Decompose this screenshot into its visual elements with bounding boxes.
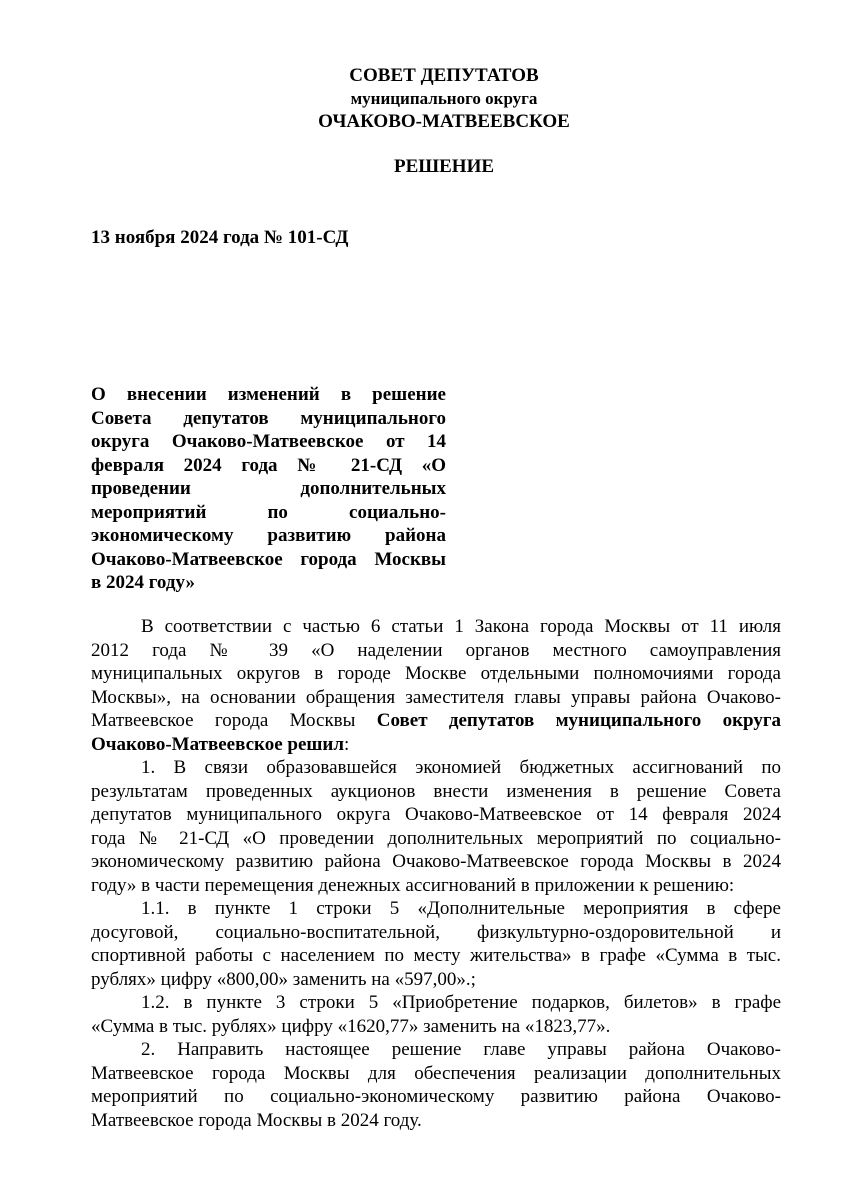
- subject-line: округа Очаково-Матвеевское от 14: [91, 431, 446, 452]
- org-name: ОЧАКОВО-МАТВЕЕВСКОЕ: [318, 111, 570, 132]
- org-subtitle: муниципального округа: [350, 89, 538, 108]
- body-line: 2012 года № 39 «О наделении органов местного самоуправления: [91, 639, 781, 661]
- subject-line: Совета депутатов муниципального: [91, 407, 446, 429]
- item-1-line: году» в части перемещения денежных ассигнований в приложении к решению:: [91, 874, 735, 896]
- subject-line: проведении дополнительных: [91, 478, 446, 499]
- body-line: [91, 709, 781, 733]
- item-1-line: результатам проведенных аукционов внести изменения в решение Совета: [91, 780, 781, 802]
- resolution-phrase: Совет депутатов муниципального округа: [376, 710, 781, 731]
- org-title: СОВЕТ ДЕПУТАТОВ: [349, 65, 539, 86]
- item-2-line: мероприятий по социально-экономическому развитию района Очаково-: [91, 1086, 781, 1107]
- decision-subject: [91, 383, 446, 595]
- subject-line: в 2024 году»: [91, 572, 195, 593]
- document-header: [0, 64, 848, 133]
- item-1-line: года № 21-СД «О проведении дополнительных мероприятий по социально-: [91, 827, 781, 849]
- item-1-1-line: 1.1. в пункте 1 строки 5 «Дополнительные мероприятия в сфере: [141, 898, 781, 919]
- item-2-line: Матвеевское города Москвы в 2024 году.: [91, 1109, 422, 1131]
- body-line: [91, 733, 781, 757]
- subject-line: Очаково-Матвеевское города Москвы: [91, 548, 446, 570]
- item-1-1-line: спортивной работы с населением по месту жительства» в графе «Сумма в тыс.: [91, 945, 781, 966]
- item-1-line: 1. В связи образовавшейся экономией бюджетных ассигнований по: [141, 757, 781, 778]
- item-1-1-line: досуговой, социально-воспитательной, физкультурно-оздоровительной и: [91, 921, 781, 943]
- colon: :: [344, 733, 350, 755]
- item-1-line: депутатов муниципального округа Очаково-Матвеевское от 14 февраля 2024: [91, 804, 781, 825]
- resolution-phrase-end: Очаково-Матвеевское решил: [91, 733, 345, 755]
- decision-date-number: 13 ноября 2024 года № 101-СД: [91, 227, 349, 248]
- item-1-line: экономическому развитию района Очаково-Матвеевскоe города Москвы в 2024: [91, 851, 781, 872]
- item-1-1-line: рублях» цифру «800,00» заменить на «597,00».;: [91, 968, 476, 990]
- item-2-line: 2. Направить настоящее решение главе управы района Очаково-: [141, 1039, 781, 1060]
- item-1-2-line: 1.2. в пункте 3 строки 5 «Приобретение подарков, билетов» в графе: [141, 992, 781, 1013]
- subject-line: О внесении изменений в решение: [91, 384, 446, 405]
- body-line: В соответствии с частью 6 статьи 1 Закона города Москвы от 11 июля: [141, 616, 781, 637]
- subject-line: мероприятий по социально-: [91, 501, 446, 523]
- body-line: муниципальных округов в городе Москве отдельными полномочиями города: [91, 663, 781, 684]
- subject-line: экономическому развитию района: [91, 525, 446, 546]
- decision-title: РЕШЕНИЕ: [393, 156, 495, 177]
- item-2-line: Матвеевское города Москвы для обеспечения реализации дополнительных: [91, 1062, 781, 1084]
- decision-body: [91, 615, 781, 1132]
- item-1-2-line: «Сумма в тыс. рублях» цифру «1620,77» заменить на «1823,77».: [91, 1015, 611, 1037]
- body-text: Матвеевское города Москвы: [91, 710, 356, 731]
- subject-line: февраля 2024 года № 21-СД «О: [91, 454, 446, 476]
- body-line: Москвы», на основании обращения заместителя главы управы района Очаково-: [91, 686, 781, 708]
